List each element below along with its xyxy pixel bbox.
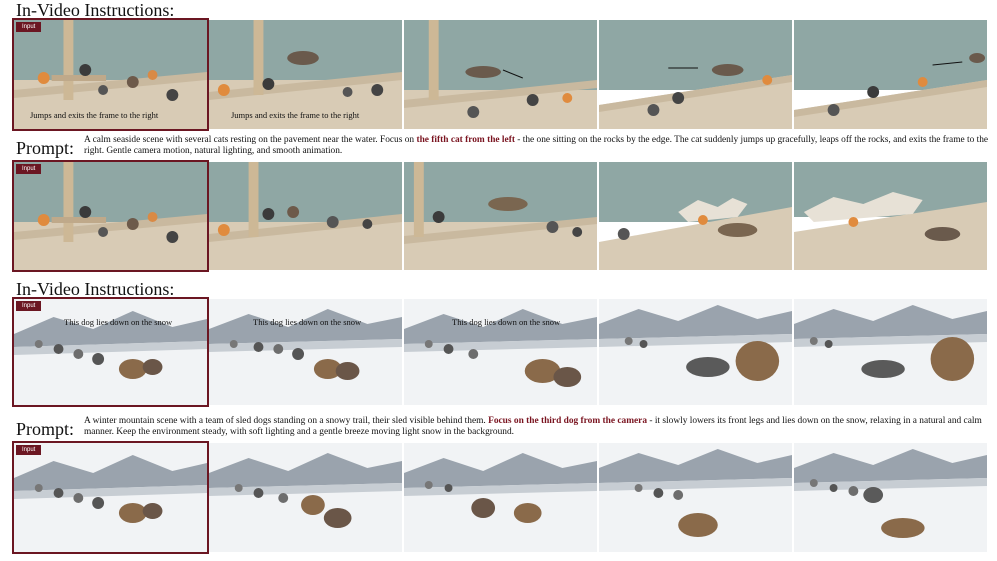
- seaside-cats-photo: [794, 162, 987, 270]
- output-frame: [794, 162, 987, 270]
- seaside-cats-photo: [794, 20, 987, 129]
- output-frame: [209, 443, 402, 552]
- input-badge: Input: [16, 445, 41, 455]
- cat-instruction-annotation: Jumps and exits the frame to the right: [231, 110, 360, 120]
- cats-instruction-frames: [14, 20, 987, 129]
- input-frame: [14, 443, 207, 552]
- dogs-prompt-frames: [14, 443, 987, 552]
- output-frame: [794, 443, 987, 552]
- section-title-dogs-instructions: In-Video Instructions:: [16, 279, 175, 299]
- sled-dogs-photo: [209, 443, 402, 552]
- output-frame: [599, 20, 792, 129]
- prompt-highlight: Focus on the third dog from the camera: [488, 416, 648, 426]
- output-frame: [209, 20, 402, 129]
- cats-prompt-frames: [14, 162, 987, 270]
- output-frame: [209, 162, 402, 270]
- input-badge: Input: [16, 301, 41, 311]
- seaside-cats-photo: [599, 20, 792, 129]
- input-badge: Input: [16, 164, 41, 174]
- dogs-instruction-frames: [14, 299, 987, 405]
- sled-dogs-photo: [14, 443, 207, 552]
- seaside-cats-photo: [404, 20, 597, 129]
- input-badge: Input: [16, 22, 41, 32]
- output-frame: [404, 443, 597, 552]
- prompt-label: Prompt:: [16, 138, 75, 158]
- input-frame: [14, 162, 207, 270]
- sled-dogs-photo: [599, 443, 792, 552]
- sled-dogs-photo: [599, 299, 792, 405]
- prompt-highlight: the fifth cat from the left: [416, 135, 515, 145]
- sled-dogs-photo: [404, 299, 597, 405]
- prompt-text-dogs: [84, 416, 989, 438]
- dog-instruction-annotation: This dog lies down on the snow: [253, 317, 362, 327]
- cat-instruction-annotation: Jumps and exits the frame to the right: [30, 110, 159, 120]
- sled-dogs-photo: [14, 299, 207, 405]
- output-frame: [794, 20, 987, 129]
- prompt-text-part: A winter mountain scene with a team of sled dogs standing on a snowy trail, their sled visible behind them.: [84, 416, 489, 426]
- seaside-cats-photo: [209, 162, 402, 270]
- output-frame: [599, 162, 792, 270]
- input-frame: [14, 299, 207, 405]
- output-frame: [404, 299, 597, 405]
- sled-dogs-photo: [209, 299, 402, 405]
- seaside-cats-photo: [404, 162, 597, 270]
- seaside-cats-photo: [599, 162, 792, 270]
- output-frame: [599, 299, 792, 405]
- prompt-text-part: - the one sitting on the rocks by the edge. The cat suddenly jumps up gracefully, leaps off the rocks, and exits the frame to the right. Gentle camera motion, natural lighting, and smooth animation.: [84, 135, 989, 156]
- prompt-text-cats: [84, 135, 989, 157]
- seaside-cats-photo: [14, 162, 207, 270]
- sled-dogs-photo: [404, 443, 597, 552]
- output-frame: [404, 20, 597, 129]
- output-frame: [794, 299, 987, 405]
- input-frame: [14, 20, 207, 129]
- prompt-label: Prompt:: [16, 419, 75, 439]
- section-title-cats-instructions: In-Video Instructions:: [16, 0, 175, 20]
- sled-dogs-photo: [794, 299, 987, 405]
- dog-instruction-annotation: This dog lies down on the snow: [64, 317, 173, 327]
- output-frame: [599, 443, 792, 552]
- dog-instruction-annotation: This dog lies down on the snow: [452, 317, 561, 327]
- output-frame: [404, 162, 597, 270]
- output-frame: [209, 299, 402, 405]
- sled-dogs-photo: [794, 443, 987, 552]
- prompt-text-part: A calm seaside scene with several cats resting on the pavement near the water. Focus on: [84, 135, 417, 145]
- prompt-text-part: - it slowly lowers its front legs and lies down on the snow, relaxing in a natural and calm manner. Keep the environment steady, with soft lighting and a gentle breeze moving light snow in the background.: [84, 416, 982, 437]
